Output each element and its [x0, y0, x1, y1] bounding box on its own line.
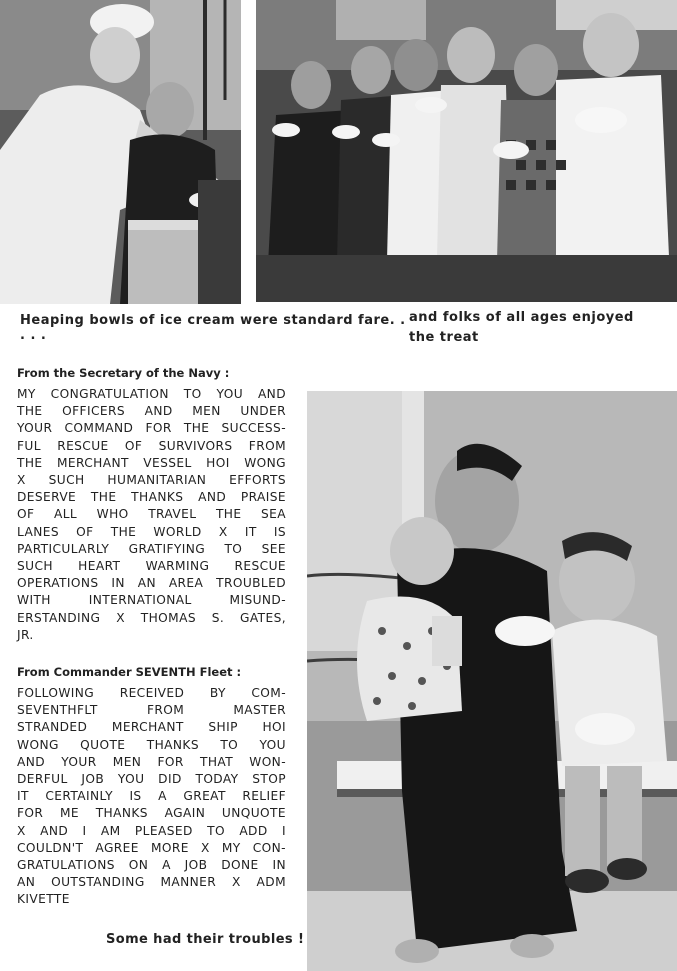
letter-line: DESERVE THE THANKS AND PRAISE — [17, 490, 286, 505]
letter-line: AN OUTSTANDING MANNER X ADM — [17, 875, 286, 890]
letter-line: GRATULATIONS ON A JOB DONE IN — [17, 858, 286, 873]
letter-line: X AND I AM PLEASED TO ADD I — [17, 823, 286, 838]
photo-group-graphic — [256, 0, 677, 302]
letter-line: SEVENTHFLT FROM MASTER — [17, 703, 286, 718]
letter-line: SUCH HEART WARMING RESCUE — [17, 559, 286, 574]
letter-line: STRANDED MERCHANT SHIP HOI — [17, 720, 286, 735]
letter-line: ERSTANDING X THOMAS S. GATES, — [17, 610, 286, 625]
photo-family-graphic — [307, 391, 677, 971]
letter-line: FOLLOWING RECEIVED BY COM- — [17, 686, 286, 700]
letter-line: COULDN'T AGREE MORE X MY CON- — [17, 840, 286, 855]
caption-all-ages: and folks of all ages enjoyed the treat — [409, 310, 634, 345]
letter-line: JR. — [17, 627, 34, 642]
letter-body-seventh-fleet — [17, 685, 286, 909]
letter-line: KIVETTE — [17, 892, 70, 907]
letter-heading-secretary-of-navy: From the Secretary of the Navy : — [17, 366, 230, 380]
letter-line: DERFUL JOB YOU DID TODAY STOP — [17, 772, 286, 787]
letter-body-secretary-of-navy — [17, 386, 286, 644]
letter-line: OPERATIONS IN AN AREA TROUBLED — [17, 576, 286, 591]
letter-line: PARTICULARLY GRATIFYING TO SEE — [17, 541, 286, 556]
letter-line: THE OFFICERS AND MEN UNDER — [17, 404, 286, 419]
letter-line: AND YOUR MEN FOR THAT WON- — [17, 754, 286, 769]
letter-line: MY CONGRATULATION TO YOU AND — [17, 387, 286, 401]
letter-line: WITH INTERNATIONAL MISUND- — [17, 593, 286, 608]
caption-ice-cream-fare: Heaping bowls of ice cream were standard fare. . . . . — [20, 313, 406, 343]
photo-group-eating-ice-cream — [256, 0, 677, 302]
letter-line: WONG QUOTE THANKS TO YOU — [17, 737, 286, 752]
letter-line: YOUR COMMAND FOR THE SUCCESS- — [17, 421, 286, 436]
letter-line: THE MERCHANT VESSEL HOI WONG — [17, 455, 286, 470]
letter-line: FUL RESCUE OF SURVIVORS FROM — [17, 438, 286, 453]
letter-line: LANES OF THE WORLD X IT IS — [17, 524, 286, 539]
letter-line: FOR ME THANKS AGAIN UNQUOTE — [17, 806, 286, 821]
letter-line: X SUCH HUMANITARIAN EFFORTS — [17, 473, 286, 488]
photo-woman-with-children — [307, 391, 677, 971]
caption-some-had-troubles: Some had their troubles ! — [106, 932, 305, 947]
letter-line: OF ALL WHO TRAVEL THE SEA — [17, 507, 286, 522]
letter-heading-seventh-fleet: From Commander SEVENTH Fleet : — [17, 665, 242, 679]
photo-sailor-serving-ice-cream — [0, 0, 241, 304]
photo-sailor-graphic — [0, 0, 241, 304]
letter-line: IT CERTAINLY IS A GREAT RELIEF — [17, 789, 286, 804]
